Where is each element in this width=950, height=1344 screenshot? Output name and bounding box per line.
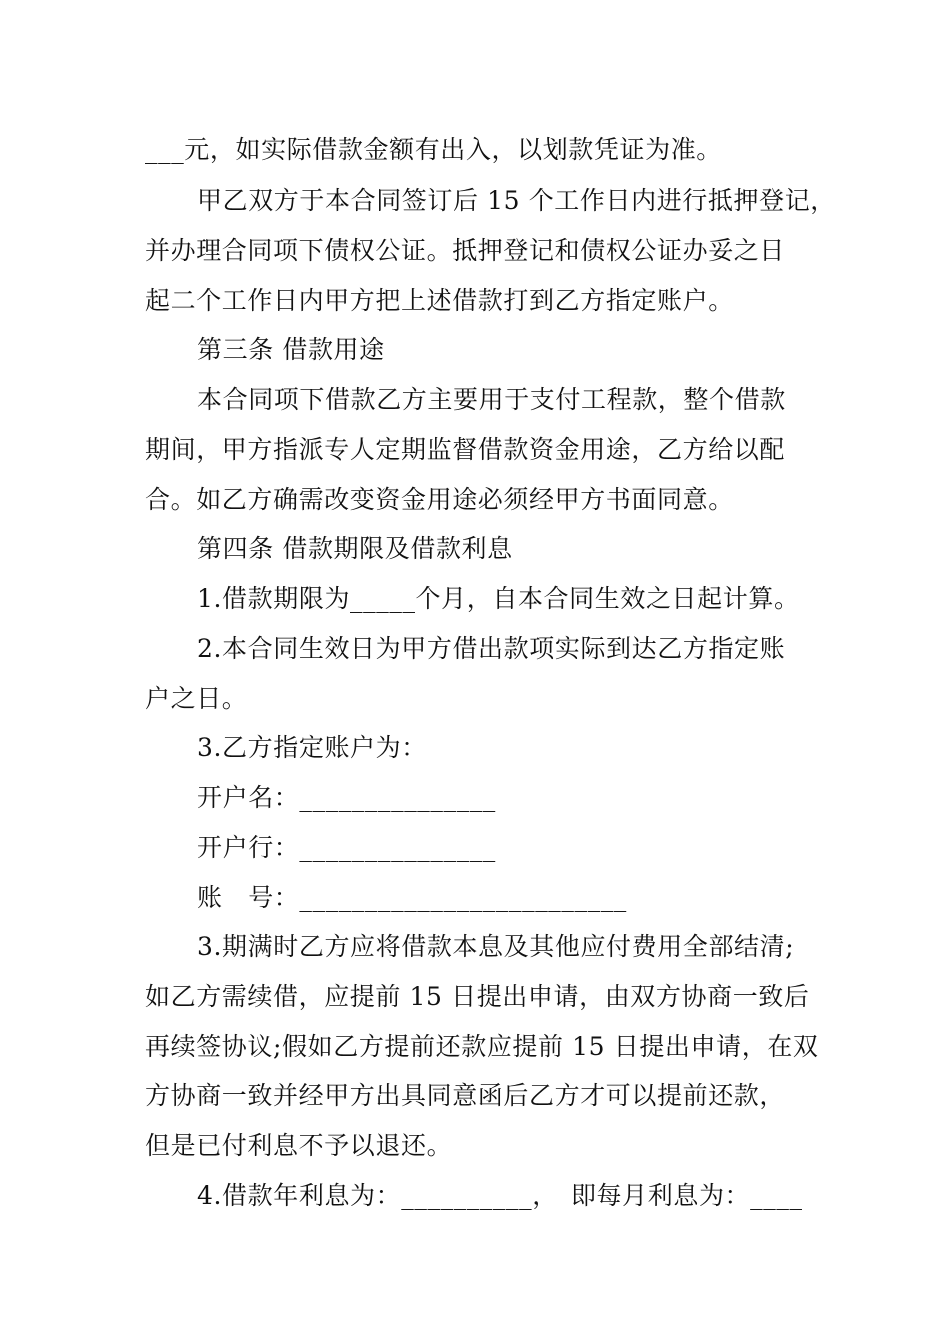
paragraph-line: 2.本合同生效日为甲方借出款项实际到达乙方指定账 xyxy=(197,634,786,663)
paragraph-line: 起二个工作日内甲方把上述借款打到乙方指定账户。 xyxy=(145,286,734,315)
section-heading: 第三条 借款用途 xyxy=(197,335,385,364)
paragraph-line: 3.乙方指定账户为： xyxy=(197,733,427,762)
paragraph-line: 期间，甲方指派专人定期监督借款资金用途，乙方给以配 xyxy=(145,435,786,464)
paragraph-line: 3.期满时乙方应将借款本息及其他应付费用全部结清; xyxy=(197,932,795,961)
paragraph-line: 并办理合同项下债权公证。抵押登记和债权公证办妥之日 xyxy=(145,236,786,265)
paragraph-line: 合。如乙方确需改变资金用途必须经甲方书面同意。 xyxy=(145,485,734,514)
account-number-line: 账 号：_________________________ xyxy=(197,883,627,912)
paragraph-line: 如乙方需续借，应提前 15 日提出申请，由双方协商一致后 xyxy=(145,982,810,1011)
paragraph-line: 本合同项下借款乙方主要用于支付工程款，整个借款 xyxy=(197,385,786,414)
paragraph-line: 方协商一致并经甲方出具同意函后乙方才可以提前还款， xyxy=(145,1081,786,1110)
account-bank-line: 开户行：_______________ xyxy=(197,833,496,862)
paragraph-line: 4.借款年利息为：__________， 即每月利息为：____ xyxy=(197,1181,803,1210)
paragraph-line: 户之日。 xyxy=(145,684,248,713)
paragraph-line: ___元，如实际借款金额有出入，以划款凭证为准。 xyxy=(145,135,722,164)
paragraph-line: 但是已付利息不予以退还。 xyxy=(145,1131,453,1160)
paragraph-line: 再续签协议;假如乙方提前还款应提前 15 日提出申请，在双 xyxy=(145,1032,819,1061)
account-name-line: 开户名：_______________ xyxy=(197,783,496,812)
paragraph-line: 甲乙双方于本合同签订后 15 个工作日内进行抵押登记， xyxy=(197,186,836,215)
section-heading: 第四条 借款期限及借款利息 xyxy=(197,534,513,563)
paragraph-line: 1.借款期限为_____个月，自本合同生效之日起计算。 xyxy=(197,584,800,613)
